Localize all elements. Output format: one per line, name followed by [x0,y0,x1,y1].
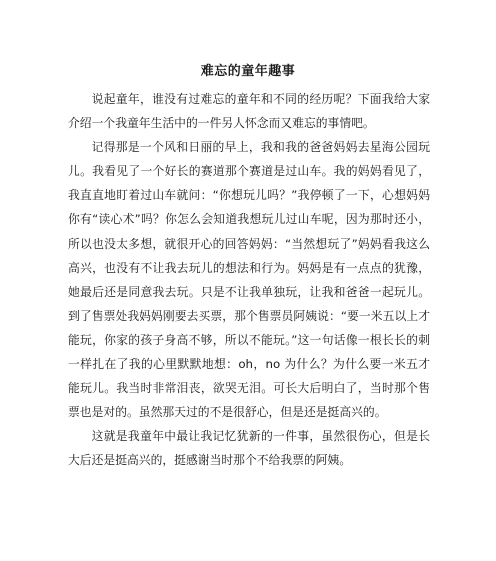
document-body [68,87,430,473]
paragraph-conclusion: 这就是我童年中最让我记忆犹新的一件事，虽然很伤心，但是长大后还是挺高兴的，挺感谢当时那个不给我票的阿姨。 [68,429,430,468]
paragraph-intro: 说起童年，谁没有过难忘的童年和不同的经历呢？下面我给大家介绍一个我童年生活中的一件另人怀念而又难忘的事情吧。 [68,92,430,131]
document-title: 难忘的童年趣事 [200,64,296,79]
paragraph-story: 记得那是一个风和日丽的早上，我和我的爸爸妈妈去星海公园玩儿。我看见了一个好长的赛道那个赛道是过山车。我的妈妈看见了，我直直地盯着过山车就问：“你想玩儿吗？”我停顿了一下，心想妈妈你有“读心术”吗？你怎么会知道我想玩儿过山车呢，因为那时还小，所以也没太多想，就很开心的回答妈妈：“当然想玩了”妈妈看我这么高兴，也没有不让我去玩儿的想法和行为。妈妈是有一点点的犹豫，她最后还是同意我去玩。只是不让我单独玩，让我和爸爸一起玩儿。到了售票处我妈妈刚要去买票，那个售票员阿姨说：“要一米五以上才能玩，你家的孩子身高不够，所以不能玩。”这一句话像一根长长的刺一样扎在了我的心里默默地想：oh，no 为什么？为什么要一米五才能玩儿。我当时非常泪丧，欲哭无泪。可长大后明白了，当时那个售票也是对的。虽然那天过的不是很舒心，但是还是挺高兴的。 [68,140,430,420]
